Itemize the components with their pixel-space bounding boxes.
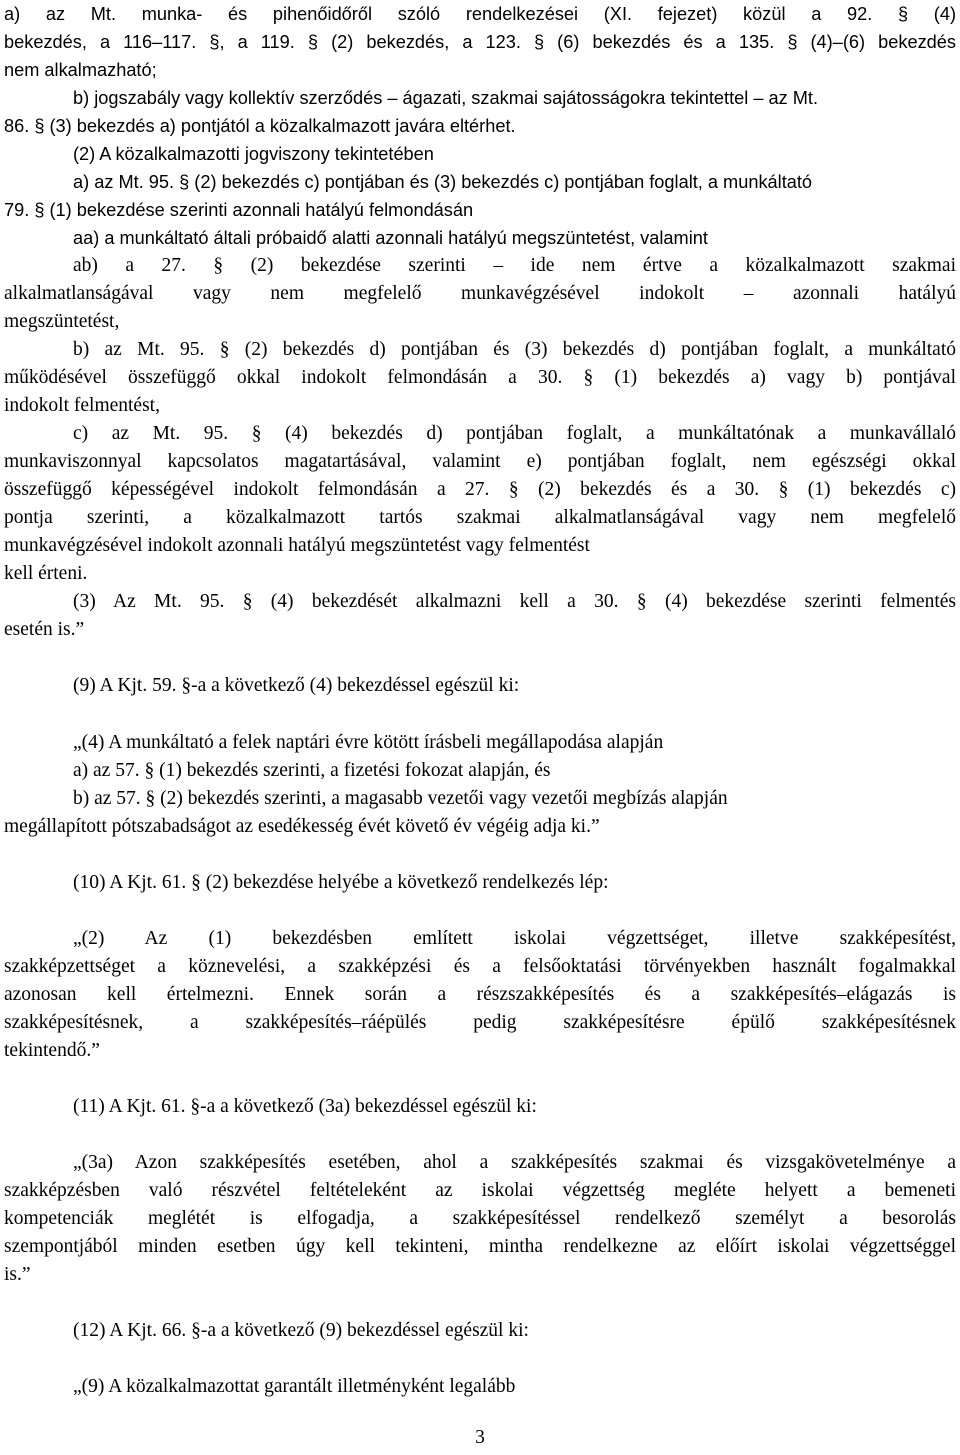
text-line: „(9) A közalkalmazottat garantált illetményként legalább xyxy=(73,1376,516,1397)
text-line: megszüntetést, xyxy=(4,311,120,332)
text-line: nem alkalmazható; xyxy=(4,60,157,80)
text-line: esetén is.” xyxy=(4,619,85,640)
text-line: „(3a) Azon szakképesítés esetében, ahol a szakképesítés szakmai és vizsgakövetelménye a xyxy=(73,1152,956,1173)
text-line: 79. § (1) bekezdése szerinti azonnali hatályú felmondásán xyxy=(4,200,474,220)
text-line: szakképesítésnek, a szakképesítés–ráépülés pedig szakképesítésre épülő szakképesítésnek xyxy=(4,1012,956,1033)
text-line: munkaviszonnyal kapcsolatos magatartásával, valamint e) pontjában foglalt, nem egészségi okkal xyxy=(4,451,956,472)
text-line: alkalmatlanságával vagy nem megfelelő munkavégzésével indokolt – azonnali hatályú xyxy=(4,283,956,304)
text-line: szakképzésben való részvétel feltételeként az iskolai végzettség megléte helyett a bemeneti xyxy=(4,1180,956,1201)
text-line: megállapított pótszabadságot az esedékesség évét követő év végéig adja ki.” xyxy=(4,816,600,837)
text-line: szakképzettséget a köznevelési, a szakképzési és a felsőoktatási törvényekben használt fogalmakkal xyxy=(4,956,956,977)
text-line: is.” xyxy=(4,1264,31,1285)
text-line: összefüggő képességével indokolt felmondásán a 27. § (2) bekezdés és a 30. § (1) bekezdés c) xyxy=(4,479,956,500)
text-line: bekezdés, a 116–117. §, a 119. § (2) bekezdés, a 123. § (6) bekezdés és a 135. § (4)–(6) bekezdés xyxy=(4,32,956,52)
text-line: b) az Mt. 95. § (2) bekezdés d) pontjában és (3) bekezdés d) pontjában foglalt, a munkáltató xyxy=(73,339,956,360)
text-line: (12) A Kjt. 66. §-a a következő (9) bekezdéssel egészül ki: xyxy=(73,1320,529,1341)
text-line: (10) A Kjt. 61. § (2) bekezdése helyébe a következő rendelkezés lép: xyxy=(73,872,609,893)
page-number: 3 xyxy=(475,1427,485,1448)
text-line: a) az 57. § (1) bekezdés szerinti, a fizetési fokozat alapján, és xyxy=(73,760,551,781)
text-line: a) az Mt. 95. § (2) bekezdés c) pontjában és (3) bekezdés c) pontjában foglalt, a munkáltató xyxy=(73,172,813,192)
text-line: (2) A közalkalmazotti jogviszony tekintetében xyxy=(73,144,434,164)
text-line: 86. § (3) bekezdés a) pontjától a közalkalmazott javára eltérhet. xyxy=(4,116,516,136)
text-line: b) jogszabály vagy kollektív szerződés – ágazati, szakmai sajátosságokra tekintettel – az Mt. xyxy=(73,88,819,108)
text-line: tekintendő.” xyxy=(4,1040,100,1061)
text-line: szempontjából minden esetben úgy kell tekinteni, mintha rendelkezne az előírt iskolai végzettséggel xyxy=(4,1236,956,1257)
text-line: (9) A Kjt. 59. §-a a következő (4) bekezdéssel egészül ki: xyxy=(73,675,520,696)
text-line: kell érteni. xyxy=(4,563,88,584)
text-line: aa) a munkáltató általi próbaidő alatti azonnali hatályú megszüntetést, valamint xyxy=(73,228,708,248)
text-line: b) az 57. § (2) bekezdés szerinti, a magasabb vezetői vagy vezetői megbízás alapján xyxy=(73,788,728,809)
text-line: kompetenciák meglétét is elfogadja, a szakképesítéssel rendelkező személyt a besorolás xyxy=(4,1208,956,1229)
text-line: ab) a 27. § (2) bekezdése szerinti – ide nem értve a közalkalmazott szakmai xyxy=(73,255,956,276)
text-line: munkavégzésével indokolt azonnali hatályú megszüntetést vagy felmentést xyxy=(4,535,590,556)
text-line: pontja szerinti, a közalkalmazott tartós szakmai alkalmatlanságával vagy nem megfelelő xyxy=(4,507,956,528)
text-line: a) az Mt. munka- és pihenőidőről szóló rendelkezései (XI. fejezet) közül a 92. § (4) xyxy=(4,4,956,24)
text-line: működésével összefüggő okkal indokolt felmondásán a 30. § (1) bekezdés a) vagy b) pontjával xyxy=(4,367,956,388)
text-line: azonosan kell értelmezni. Ennek során a részszakképesítés és a szakképesítés–elágazás is xyxy=(4,984,956,1005)
text-line: „(4) A munkáltató a felek naptári évre kötött írásbeli megállapodása alapján xyxy=(73,732,664,753)
text-line: c) az Mt. 95. § (4) bekezdés d) pontjában foglalt, a munkáltatónak a munkavállaló xyxy=(73,423,956,444)
text-line: (11) A Kjt. 61. §-a a következő (3a) bekezdéssel egészül ki: xyxy=(73,1096,537,1117)
text-line: (3) Az Mt. 95. § (4) bekezdését alkalmazni kell a 30. § (4) bekezdése szerinti felmentés xyxy=(73,591,956,612)
text-line: indokolt felmentést, xyxy=(4,395,160,416)
text-line: „(2) Az (1) bekezdésben említett iskolai végzettséget, illetve szakképesítést, xyxy=(73,928,956,949)
